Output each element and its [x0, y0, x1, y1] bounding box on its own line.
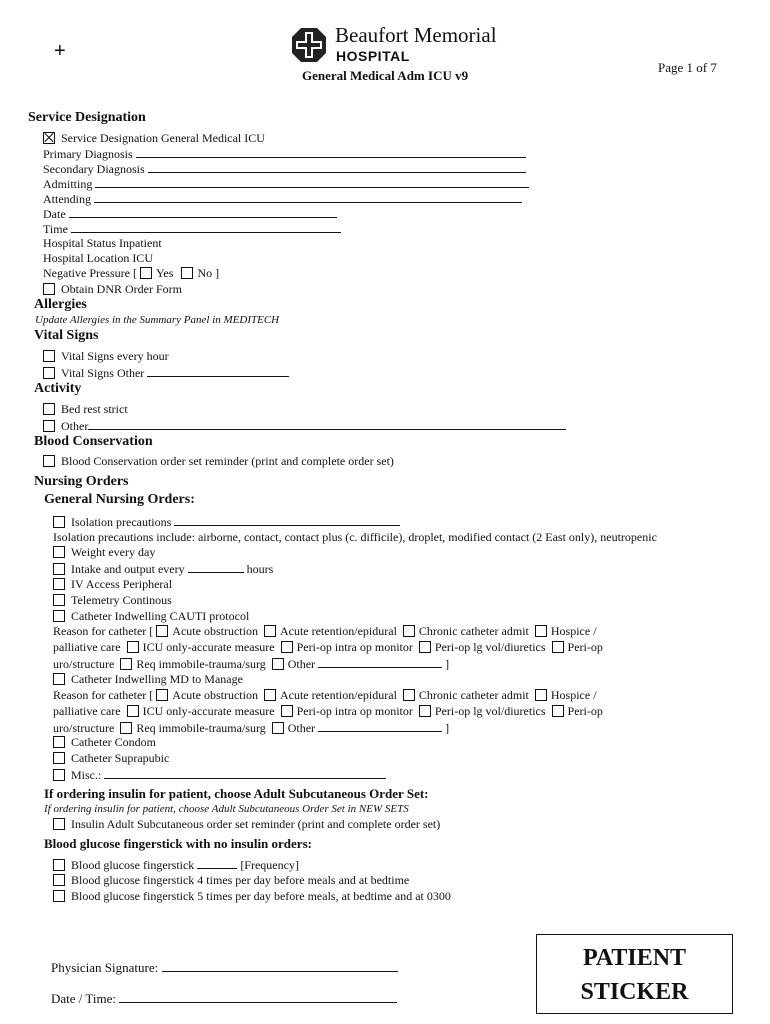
reason-row-2a: [53, 688, 597, 703]
chronic-catheter-checkbox-2[interactable]: [403, 689, 415, 701]
periop-lg-label-2: Peri-op lg vol/diuretics: [434, 704, 546, 718]
periop-intra-checkbox[interactable]: [281, 641, 293, 653]
primary-dx-row: [43, 146, 526, 162]
req-immobile-label-2: Req immobile-trauma/surg: [136, 721, 266, 735]
intake-checkbox[interactable]: [53, 563, 65, 575]
dnr-checkbox[interactable]: [43, 283, 55, 295]
insulin-note: If ordering insulin for patient, choose Adult Subcutaneous Order Set in NEW SETS: [44, 803, 409, 815]
isolation-note: Isolation precautions include: airborne, contact, contact plus (c. difficile), droplet, modified contact (2 East only), neutropenic: [53, 530, 657, 544]
hospice-checkbox-2[interactable]: [535, 689, 547, 701]
glucose-row-3[interactable]: [53, 889, 451, 904]
blood-conservation-heading: Blood Conservation: [34, 434, 153, 449]
service-designation-row[interactable]: [43, 131, 265, 146]
hospice-label-2: Hospice /: [550, 688, 597, 702]
vitals-other-row[interactable]: [43, 365, 289, 381]
acute-obstruction-checkbox-2[interactable]: [156, 689, 168, 701]
intake-row[interactable]: [53, 561, 273, 577]
vitals-other-label: Vital Signs Other: [61, 366, 145, 380]
neg-pressure-yes-checkbox[interactable]: [140, 267, 152, 279]
palliative-label-2: palliative care: [53, 704, 121, 718]
dnr-label: Obtain DNR Order Form: [61, 282, 182, 296]
suprapubic-row[interactable]: [53, 751, 169, 766]
allergies-note: Update Allergies in the Summary Panel in MEDITECH: [35, 314, 280, 326]
neg-pressure-no-label: No ]: [197, 266, 220, 280]
vitals-every-hour-row[interactable]: [43, 349, 169, 364]
signature-row: [51, 960, 398, 975]
acute-obstruction-label-2: Acute obstruction: [172, 688, 258, 702]
bed-rest-checkbox[interactable]: [43, 403, 55, 415]
secondary-dx-label: Secondary Diagnosis: [43, 162, 145, 176]
glucose-row-2[interactable]: [53, 873, 409, 888]
glucose-row-1[interactable]: [53, 857, 299, 873]
secondary-dx-field[interactable]: [148, 161, 526, 173]
negative-pressure-label: Negative Pressure [: [43, 266, 137, 280]
misc-field[interactable]: [104, 767, 386, 779]
datetime-label: Date / Time:: [51, 991, 117, 1006]
bed-rest-row[interactable]: [43, 402, 128, 417]
chronic-catheter-label: Chronic catheter admit: [418, 624, 529, 638]
acute-retention-checkbox-2[interactable]: [264, 689, 276, 701]
telemetry-checkbox[interactable]: [53, 594, 65, 606]
brand-name: Beaufort Memorial: [335, 23, 497, 47]
primary-dx-field[interactable]: [136, 146, 526, 158]
reason-row-2c: [53, 720, 449, 736]
vitals-other-checkbox[interactable]: [43, 367, 55, 379]
attending-field[interactable]: [94, 191, 522, 203]
misc-label: Misc.:: [71, 768, 102, 782]
time-field[interactable]: [71, 221, 341, 233]
date-field[interactable]: [69, 206, 337, 218]
reason-row-1a: [53, 624, 597, 639]
glucose-1-label: Blood glucose fingerstick: [71, 858, 195, 872]
reason-close-bracket: ]: [445, 657, 450, 671]
patient-sticker-box: [536, 934, 733, 1014]
attending-row: [43, 191, 522, 207]
general-nursing-heading: General Nursing Orders:: [44, 492, 195, 507]
iv-row[interactable]: [53, 577, 172, 592]
iv-label: IV Access Peripheral: [71, 577, 173, 591]
neg-pressure-yes-label: Yes: [155, 266, 174, 280]
telemetry-row[interactable]: [53, 593, 172, 608]
glucose-2-checkbox[interactable]: [53, 874, 65, 886]
glucose-2-label: Blood glucose fingerstick 4 times per day before meals and at bedtime: [71, 873, 410, 887]
date-label: Date: [43, 207, 66, 221]
bed-rest-label: Bed rest strict: [61, 402, 128, 416]
datetime-row: [51, 991, 397, 1006]
cross-logo-icon: [291, 27, 327, 63]
blood-conservation-row[interactable]: [43, 454, 394, 469]
reason-other-label-2: Other: [287, 721, 316, 735]
chronic-catheter-checkbox[interactable]: [403, 625, 415, 637]
sticker-line-1: PATIENT: [582, 945, 687, 971]
chronic-catheter-label-2: Chronic catheter admit: [418, 688, 529, 702]
suprapubic-checkbox[interactable]: [53, 752, 65, 764]
isolation-row[interactable]: [53, 514, 400, 530]
hospice-label: Hospice /: [550, 624, 597, 638]
acute-obstruction-checkbox[interactable]: [156, 625, 168, 637]
admitting-label: Admitting: [43, 177, 93, 191]
reason-other-checkbox[interactable]: [272, 658, 284, 670]
periop-lg-checkbox[interactable]: [419, 641, 431, 653]
blood-conservation-checkbox[interactable]: [43, 455, 55, 467]
admitting-row: [43, 176, 529, 192]
condom-checkbox[interactable]: [53, 736, 65, 748]
cauti-label: Catheter Indwelling CAUTI protocol: [71, 609, 250, 623]
nursing-heading: Nursing Orders: [34, 474, 129, 489]
condom-label: Catheter Condom: [71, 735, 156, 749]
glucose-frequency-label: [Frequency]: [240, 858, 299, 872]
suprapubic-label: Catheter Suprapubic: [71, 751, 170, 765]
weight-row[interactable]: [53, 545, 155, 560]
glucose-1-field[interactable]: [197, 857, 237, 869]
vitals-every-hour-label: Vital Signs every hour: [61, 349, 169, 363]
reason-other-checkbox-2[interactable]: [272, 722, 284, 734]
glucose-3-label: Blood glucose fingerstick 5 times per day before meals, at bedtime and at 0300: [71, 889, 451, 903]
reason-close-bracket-2: ]: [445, 721, 450, 735]
allergies-heading: Allergies: [34, 297, 87, 312]
intake-hours-label: hours: [246, 562, 274, 576]
activity-heading: Activity: [34, 381, 82, 396]
form-title: General Medical Adm ICU v9: [302, 68, 469, 83]
signature-field[interactable]: [162, 960, 398, 972]
reason-row-1c: [53, 656, 449, 672]
glucose-1-checkbox[interactable]: [53, 859, 65, 871]
hospital-location: Hospital Location ICU: [43, 251, 153, 265]
blood-conservation-label: Blood Conservation order set reminder (print and complete order set): [61, 454, 394, 468]
isolation-checkbox[interactable]: [53, 516, 65, 528]
cauti-checkbox[interactable]: [53, 610, 65, 622]
signature-label: Physician Signature:: [51, 960, 159, 975]
activity-other-label: Other: [61, 419, 89, 433]
reason-row-1b: [53, 640, 603, 655]
vitals-heading: Vital Signs: [34, 328, 99, 343]
periop-intra-label-2: Peri-op intra op monitor: [296, 704, 413, 718]
sticker-line-2: STICKER: [580, 979, 689, 1005]
acute-retention-label: Acute retention/epidural: [279, 624, 397, 638]
intake-field[interactable]: [188, 561, 244, 573]
icu-measure-checkbox-2[interactable]: [127, 705, 139, 717]
plus-mark: +: [54, 40, 66, 62]
periop-label-2: Peri-op: [567, 704, 603, 718]
req-immobile-checkbox-2[interactable]: [120, 722, 132, 734]
telemetry-label: Telemetry Continous: [71, 593, 172, 607]
page-number: Page 1 of 7: [658, 60, 717, 75]
icu-measure-checkbox[interactable]: [127, 641, 139, 653]
periop-lg-checkbox-2[interactable]: [419, 705, 431, 717]
service-designation-checkbox[interactable]: [43, 132, 55, 144]
activity-other-row[interactable]: [43, 418, 566, 434]
req-immobile-checkbox[interactable]: [120, 658, 132, 670]
activity-other-field[interactable]: [88, 418, 566, 430]
weight-checkbox[interactable]: [53, 546, 65, 558]
insulin-checkbox[interactable]: [53, 818, 65, 830]
vitals-every-hour-checkbox[interactable]: [43, 350, 55, 362]
periop-lg-label: Peri-op lg vol/diuretics: [434, 640, 546, 654]
misc-checkbox[interactable]: [53, 769, 65, 781]
condom-row[interactable]: [53, 735, 156, 750]
vitals-other-field[interactable]: [147, 365, 289, 377]
service-heading: Service Designation: [28, 110, 146, 125]
glucose-3-checkbox[interactable]: [53, 890, 65, 902]
periop-intra-label: Peri-op intra op monitor: [296, 640, 413, 654]
hospice-checkbox[interactable]: [535, 625, 547, 637]
admitting-field[interactable]: [95, 176, 529, 188]
periop-label: Peri-op: [567, 640, 603, 654]
service-designation-label: Service Designation General Medical ICU: [61, 131, 265, 145]
reason-label-2: Reason for catheter [: [53, 688, 154, 702]
icu-measure-label-2: ICU only-accurate measure: [142, 704, 275, 718]
insulin-label: Insulin Adult Subcutaneous order set reminder (print and complete order set): [71, 817, 441, 831]
brand-sub: HOSPITAL: [336, 48, 410, 64]
insulin-heading: If ordering insulin for patient, choose Adult Subcutaneous Order Set:: [44, 786, 429, 801]
weight-label: Weight every day: [71, 545, 156, 559]
reason-row-2b: [53, 704, 603, 719]
time-row: [43, 221, 341, 237]
attending-label: Attending: [43, 192, 91, 206]
isolation-label: Isolation precautions: [71, 515, 172, 529]
cauti-row[interactable]: [53, 609, 249, 624]
palliative-label: palliative care: [53, 640, 121, 654]
insulin-row[interactable]: [53, 817, 440, 832]
date-row: [43, 206, 337, 222]
primary-dx-label: Primary Diagnosis: [43, 147, 133, 161]
periop-checkbox-2[interactable]: [552, 705, 564, 717]
time-label: Time: [43, 222, 68, 236]
reason-other-label: Other: [287, 657, 316, 671]
reason-other-field-2[interactable]: [318, 720, 442, 732]
acute-retention-label-2: Acute retention/epidural: [279, 688, 397, 702]
activity-other-checkbox[interactable]: [43, 420, 55, 432]
secondary-dx-row: [43, 161, 526, 177]
misc-row[interactable]: [53, 767, 386, 783]
uro-label-2: uro/structure: [53, 721, 115, 735]
md-manage-row[interactable]: [53, 672, 243, 687]
negative-pressure-row: [43, 266, 219, 281]
reason-other-field[interactable]: [318, 656, 442, 668]
glucose-heading: Blood glucose fingerstick with no insulin orders:: [44, 836, 312, 851]
datetime-field[interactable]: [119, 991, 397, 1003]
iv-checkbox[interactable]: [53, 578, 65, 590]
neg-pressure-no-checkbox[interactable]: [181, 267, 193, 279]
icu-measure-label: ICU only-accurate measure: [142, 640, 275, 654]
md-manage-label: Catheter Indwelling MD to Manage: [71, 672, 243, 686]
isolation-field[interactable]: [174, 514, 400, 526]
periop-checkbox[interactable]: [552, 641, 564, 653]
uro-label: uro/structure: [53, 657, 115, 671]
intake-label: Intake and output every: [71, 562, 185, 576]
hospital-status: Hospital Status Inpatient: [43, 236, 162, 250]
acute-obstruction-label: Acute obstruction: [172, 624, 258, 638]
acute-retention-checkbox[interactable]: [264, 625, 276, 637]
md-manage-checkbox[interactable]: [53, 673, 65, 685]
reason-label: Reason for catheter [: [53, 624, 154, 638]
req-immobile-label: Req immobile-trauma/surg: [136, 657, 266, 671]
dnr-row[interactable]: [43, 282, 182, 297]
periop-intra-checkbox-2[interactable]: [281, 705, 293, 717]
